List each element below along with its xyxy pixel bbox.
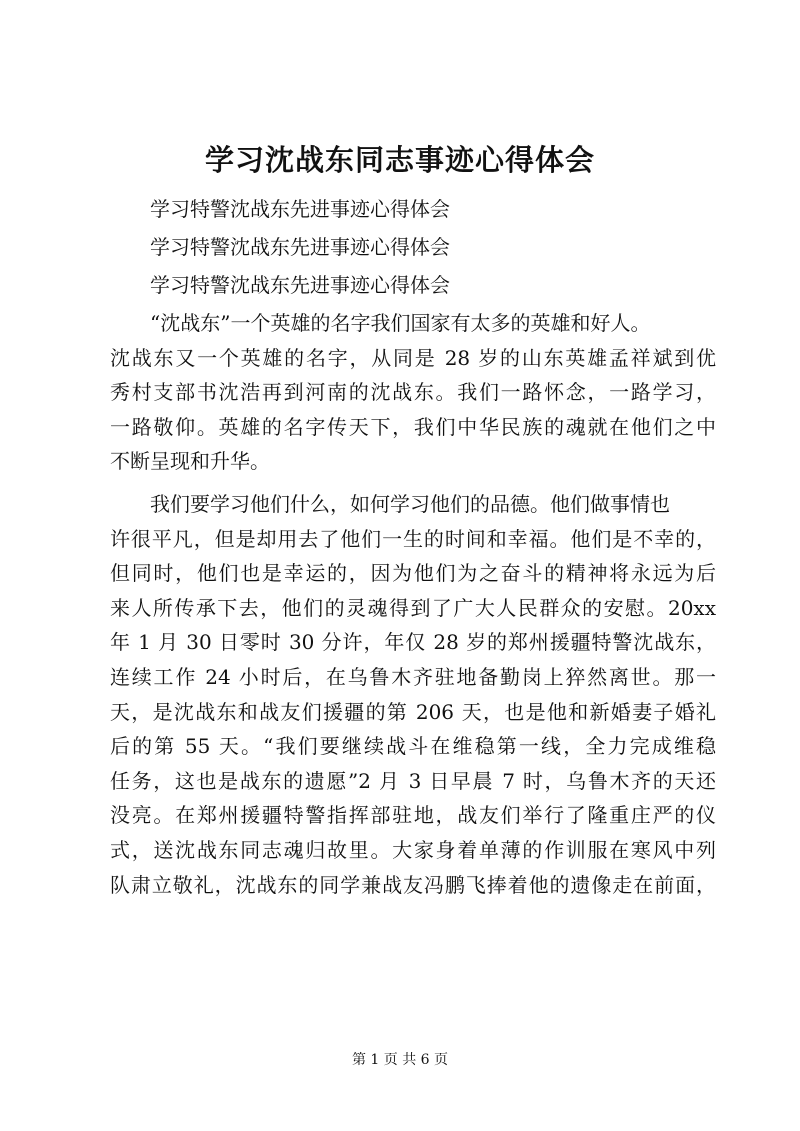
text-line: 但同时，他们也是幸运的，因为他们为之奋斗的精神将永远为后 — [110, 561, 716, 586]
text-line: 秀村支部书沈浩再到河南的沈战东。我们一路怀念，一路学习， — [110, 380, 716, 405]
body-text — [110, 306, 716, 910]
text-line: 年 1 月 30 日零时 30 分许，年仅 28 岁的郑州援疆特警沈战东， — [110, 630, 716, 655]
text-line: 连续工作 24 小时后，在乌鲁木齐驻地备勤岗上猝然离世。那一 — [110, 664, 716, 689]
paragraph-1 — [110, 306, 716, 479]
subtitle-line: 学习特警沈战东先进事迹心得体会 — [150, 235, 450, 259]
paragraph-2 — [110, 487, 716, 902]
text-line: 一路敬仰。英雄的名字传天下，我们中华民族的魂就在他们之中 — [110, 414, 716, 439]
page-footer: 第 1 页 共 6 页 — [351, 1052, 449, 1068]
text-line: 不断呈现和升华。 — [110, 449, 270, 474]
subtitle-line: 学习特警沈战东先进事迹心得体会 — [150, 197, 450, 221]
subtitle-line: 学习特警沈战东先进事迹心得体会 — [150, 273, 450, 297]
text-line: 没亮。在郑州援疆特警指挥部驻地，战友们举行了隆重庄严的仪 — [110, 803, 716, 828]
document-title: 学习沈战东同志事迹心得体会 — [204, 143, 595, 177]
text-line: 我们要学习他们什么，如何学习他们的品德。他们做事情也 — [150, 491, 670, 516]
text-line: 沈战东又一个英雄的名字，从同是 28 岁的山东英雄孟祥斌到优 — [110, 345, 716, 370]
text-line: 队肃立敬礼，沈战东的同学兼战友冯鹏飞捧着他的遗像走在前面， — [110, 872, 716, 897]
subtitle-list — [150, 190, 710, 304]
text-line: 来人所传承下去，他们的灵魂得到了广大人民群众的安慰。20xx — [110, 595, 716, 620]
text-line: 后的第 55 天。“我们要继续战斗在维稳第一线，全力完成维稳 — [110, 734, 716, 759]
text-line: “沈战东”一个英雄的名字我们国家有太多的英雄和好人。 — [150, 311, 651, 335]
text-line: 任务，这也是战东的遗愿”2 月 3 日早晨 7 时，乌鲁木齐的天还 — [110, 768, 716, 793]
text-line: 天，是沈战东和战友们援疆的第 206 天，也是他和新婚妻子婚礼 — [110, 699, 716, 724]
text-line: 式，送沈战东同志魂归故里。大家身着单薄的作训服在寒风中列 — [110, 837, 716, 862]
text-line: 许很平凡，但是却用去了他们一生的时间和幸福。他们是不幸的， — [110, 526, 716, 551]
